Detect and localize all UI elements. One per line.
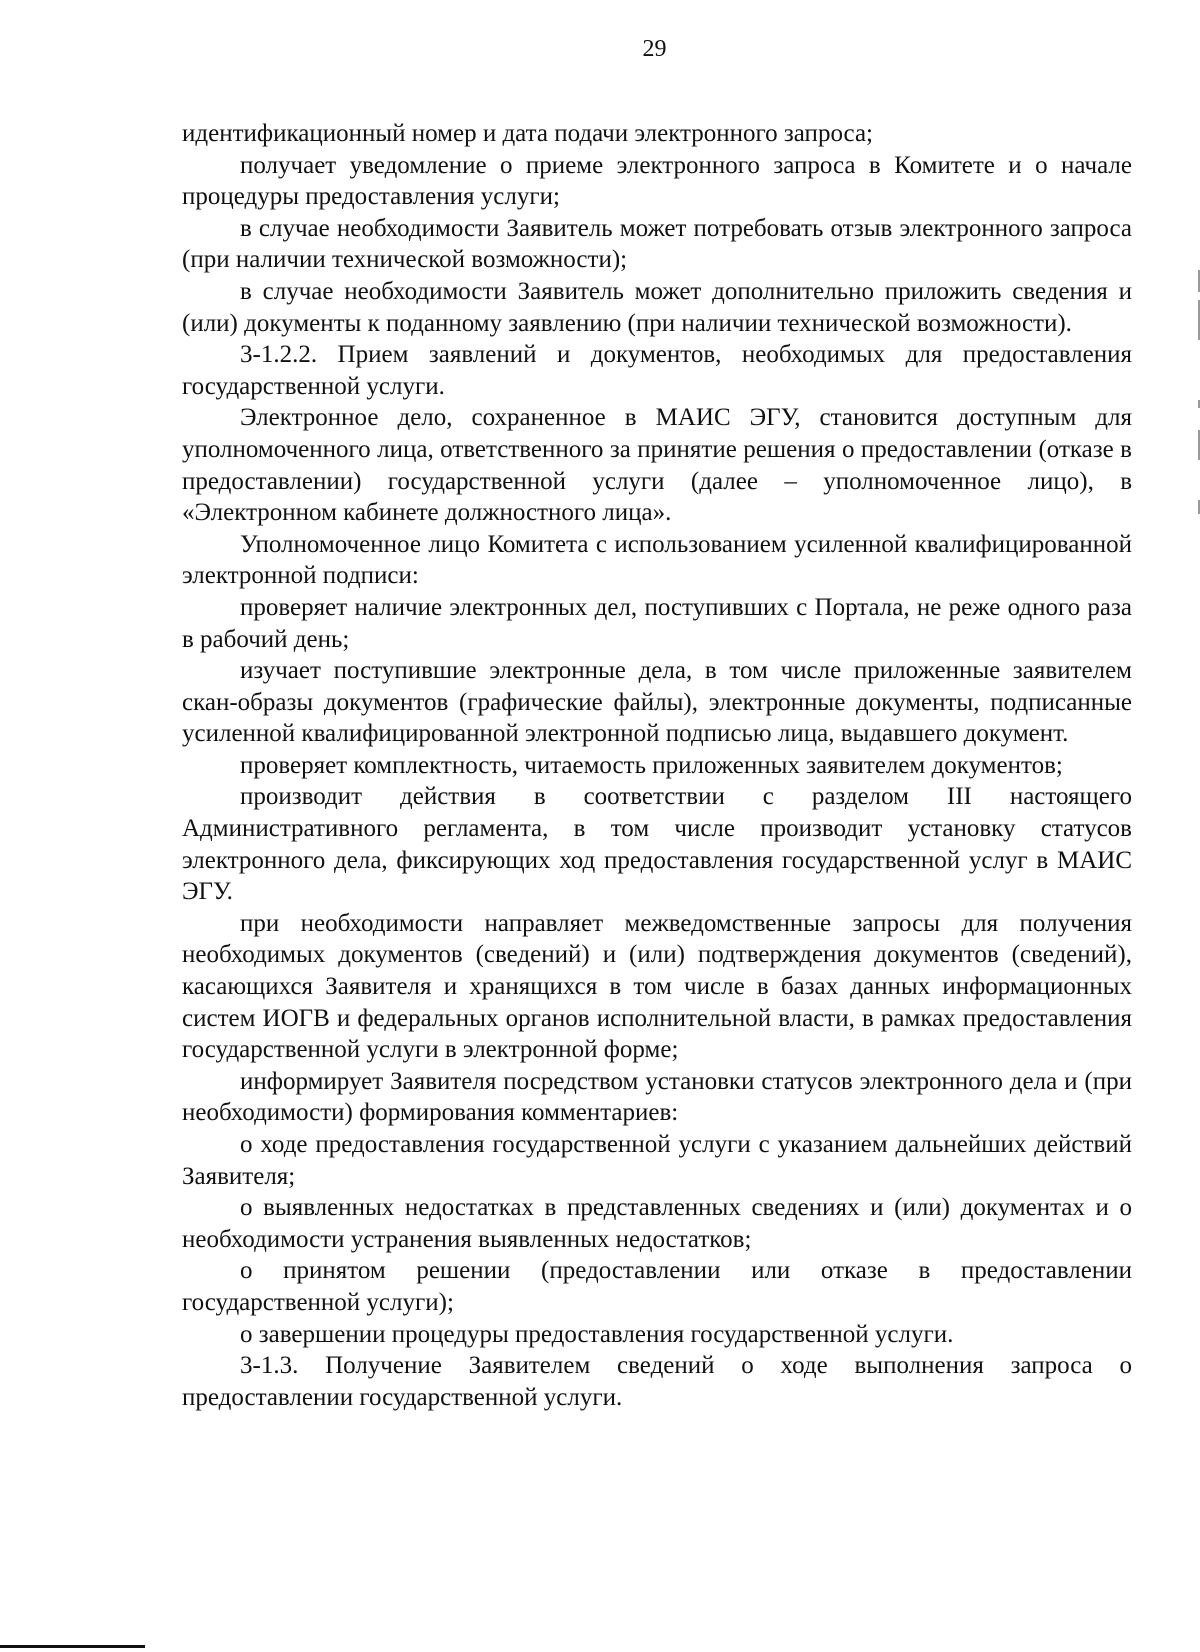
paragraph: в случае необходимости Заявитель может потребовать отзыв электронного запроса (при наличии технической возможности); bbox=[182, 214, 1132, 274]
paragraph: в случае необходимости Заявитель может дополнительно приложить сведения и (или) документы к поданному заявлению (при наличии технической возможности). bbox=[182, 277, 1132, 337]
paragraph: о завершении процедуры предоставления государственной услуги. bbox=[240, 1320, 954, 1348]
paragraph: Электронное дело, сохраненное в МАИС ЭГУ, становится доступным для уполномоченного лица, ответственного за принятие решения о предоставлении (отказе в предоставлении) государственной услуги (далее – уполномоченное лицо), в «Электронном кабинете должностного лица». bbox=[182, 404, 1132, 527]
footer-rule bbox=[0, 1645, 145, 1648]
paragraph: о ходе предоставления государственной услуги с указанием дальнейших действий Заявителя; bbox=[182, 1131, 1132, 1190]
section-heading: 3-1.3. Получение Заявителем сведений о ходе выполнения запроса о предоставлении государственной услуги. bbox=[182, 1352, 1132, 1411]
section-heading: 3-1.2.2. Прием заявлений и документов, необходимых для предоставления государственной услуги. bbox=[182, 341, 1132, 400]
paragraph: о принятом решении (предоставлении или отказе в предоставлении государственной услуги); bbox=[182, 1257, 1132, 1316]
document-body bbox=[182, 118, 1132, 1413]
paragraph: получает уведомление о приеме электронного запроса в Комитете и о начале процедуры предоставления услуги; bbox=[182, 151, 1132, 211]
paragraph: информирует Заявителя посредством установки статусов электронного дела и (при необходимости) формирования комментариев: bbox=[182, 1067, 1132, 1127]
page-number: 29 bbox=[642, 36, 667, 62]
paragraph: Уполномоченное лицо Комитета с использованием усиленной квалифицированной электронной подписи: bbox=[182, 530, 1132, 590]
scan-margin-marks bbox=[1194, 0, 1200, 1652]
paragraph: изучает поступившие электронные дела, в том числе приложенные заявителем скан-образы документов (графические файлы), электронные документы, подписанные усиленной квалифицированной электронной подписью лица, выдавшего документ. bbox=[182, 657, 1132, 748]
paragraph: производит действия в соответствии с разделом III настоящего Административного регламента, в том числе производит установку статусов электронного дела, фиксирующих ход предоставления государственной услуг в МАИС ЭГУ. bbox=[182, 783, 1132, 906]
paragraph: о выявленных недостатках в представленных сведениях и (или) документах и о необходимости устранения выявленных недостатков; bbox=[182, 1194, 1132, 1253]
paragraph: проверяет наличие электронных дел, поступивших с Портала, не реже одного раза в рабочий день; bbox=[182, 593, 1132, 653]
paragraph: идентификационный номер и дата подачи электронного запроса; bbox=[182, 120, 874, 147]
paragraph: при необходимости направляет межведомственные запросы для получения необходимых документов (сведений) и (или) подтверждения документов (сведений), касающихся Заявителя и хранящихся в том числе в базах данных информационных систем ИОГВ и федеральных органов исполнительной власти, в рамках предоставления государственной услуги в электронной форме; bbox=[182, 909, 1132, 1064]
paragraph: проверяет комплектность, читаемость приложенных заявителем документов; bbox=[240, 751, 1063, 779]
